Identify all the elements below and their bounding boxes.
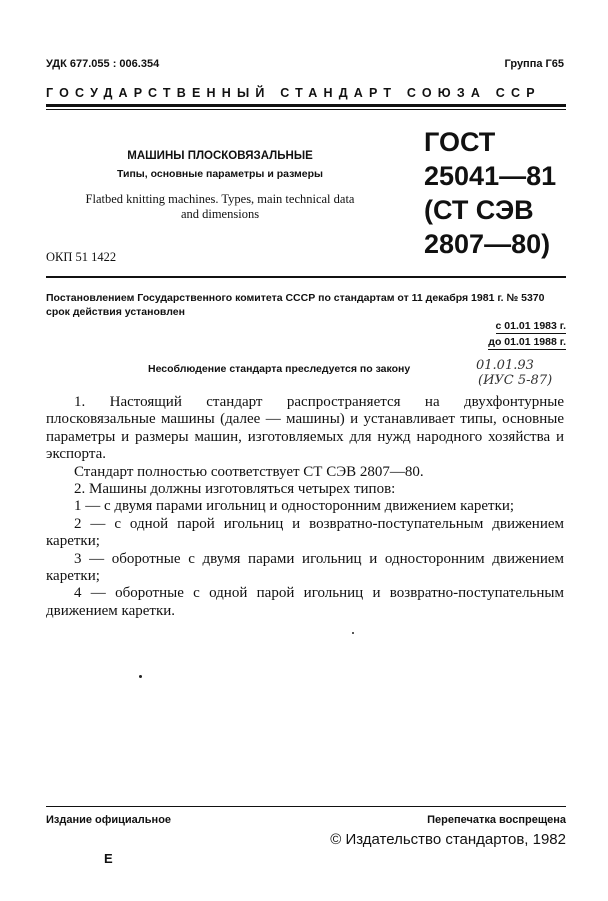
- paragraph-scope: 1. Настоящий стандарт распространяется на двухфонтурные плосковязальные машины (далее — машины) и устанавливает типы, основные параметры и размеры машин, изготовляемых для нужд народного хозяйства и экспорта.: [46, 394, 564, 463]
- st-sev-number: 2807—80): [424, 229, 551, 259]
- enforcement-note: Несоблюдение стандарта преследуется по закону: [148, 363, 411, 375]
- scan-speck: [139, 675, 142, 678]
- group-code: Группа Г65: [504, 58, 564, 70]
- handwritten-date: 01.01.93: [476, 358, 534, 373]
- validity-from: [496, 320, 566, 332]
- validity-from-text: с 01.01 1983 г.: [495, 320, 566, 332]
- paragraph-compliance: Стандарт полностью соответствует СТ СЭВ 2807—80.: [74, 463, 424, 480]
- gost-number: 25041—81: [424, 161, 557, 191]
- list-item-type-2: 2 — с одной парой игольниц и возвратно-поступательным движением каретки;: [46, 515, 564, 550]
- banner-rule-thin: [46, 109, 566, 110]
- list-item-type-4: 4 — оборотные с одной парой игольниц и возвратно-поступательным движением каретки.: [46, 585, 564, 619]
- paragraph-types-intro: 2. Машины должны изготовляться четырех типов:: [74, 481, 396, 498]
- edition-mark: E: [104, 851, 113, 866]
- state-standard-banner: ГОСУДАРСТВЕННЫЙ СТАНДАРТ СОЮЗА ССР: [46, 86, 541, 100]
- banner-rule: [46, 104, 566, 107]
- validity-to: [488, 336, 566, 348]
- title-ru: МАШИНЫ ПЛОСКОВЯЗАЛЬНЫЕ: [127, 150, 313, 162]
- scan-speck: [352, 632, 354, 634]
- okp-code: ОКП 51 1422: [46, 250, 117, 264]
- title-en-line-2: and dimensions: [180, 207, 260, 221]
- st-sev-label: (СТ СЭВ: [424, 195, 534, 225]
- reprint-notice: Перепечатка воспрещена: [427, 814, 566, 826]
- official-edition-label: Издание официальное: [46, 814, 172, 826]
- udk-code: УДК 677.055 : 006.354: [46, 58, 160, 70]
- title-en: [46, 192, 394, 222]
- footer-rule: [46, 806, 566, 807]
- copyright-notice: © Издательство стандартов, 1982: [330, 831, 566, 848]
- list-item-type-1: 1 — с двумя парами игольниц и односторонним движением каретки;: [74, 498, 515, 515]
- subtitle-ru: Типы, основные параметры и размеры: [116, 168, 324, 180]
- standard-body: [46, 394, 564, 620]
- header-divider: [46, 276, 566, 278]
- decree-text: Постановлением Государственного комитета СССР по стандартам от 11 декабря 1981 г. № 5370 срок действия установлен: [46, 292, 545, 318]
- list-item-type-3: 3 — оборотные с двумя парами игольниц и односторонним движением каретки;: [46, 550, 564, 585]
- gost-label: ГОСТ: [424, 127, 496, 157]
- title-en-line-1: Flatbed knitting machines. Types, main technical data: [85, 192, 355, 206]
- validity-to-text: до 01.01 1988 г.: [488, 336, 566, 348]
- handwritten-ius: (ИУС 5-87): [478, 373, 553, 388]
